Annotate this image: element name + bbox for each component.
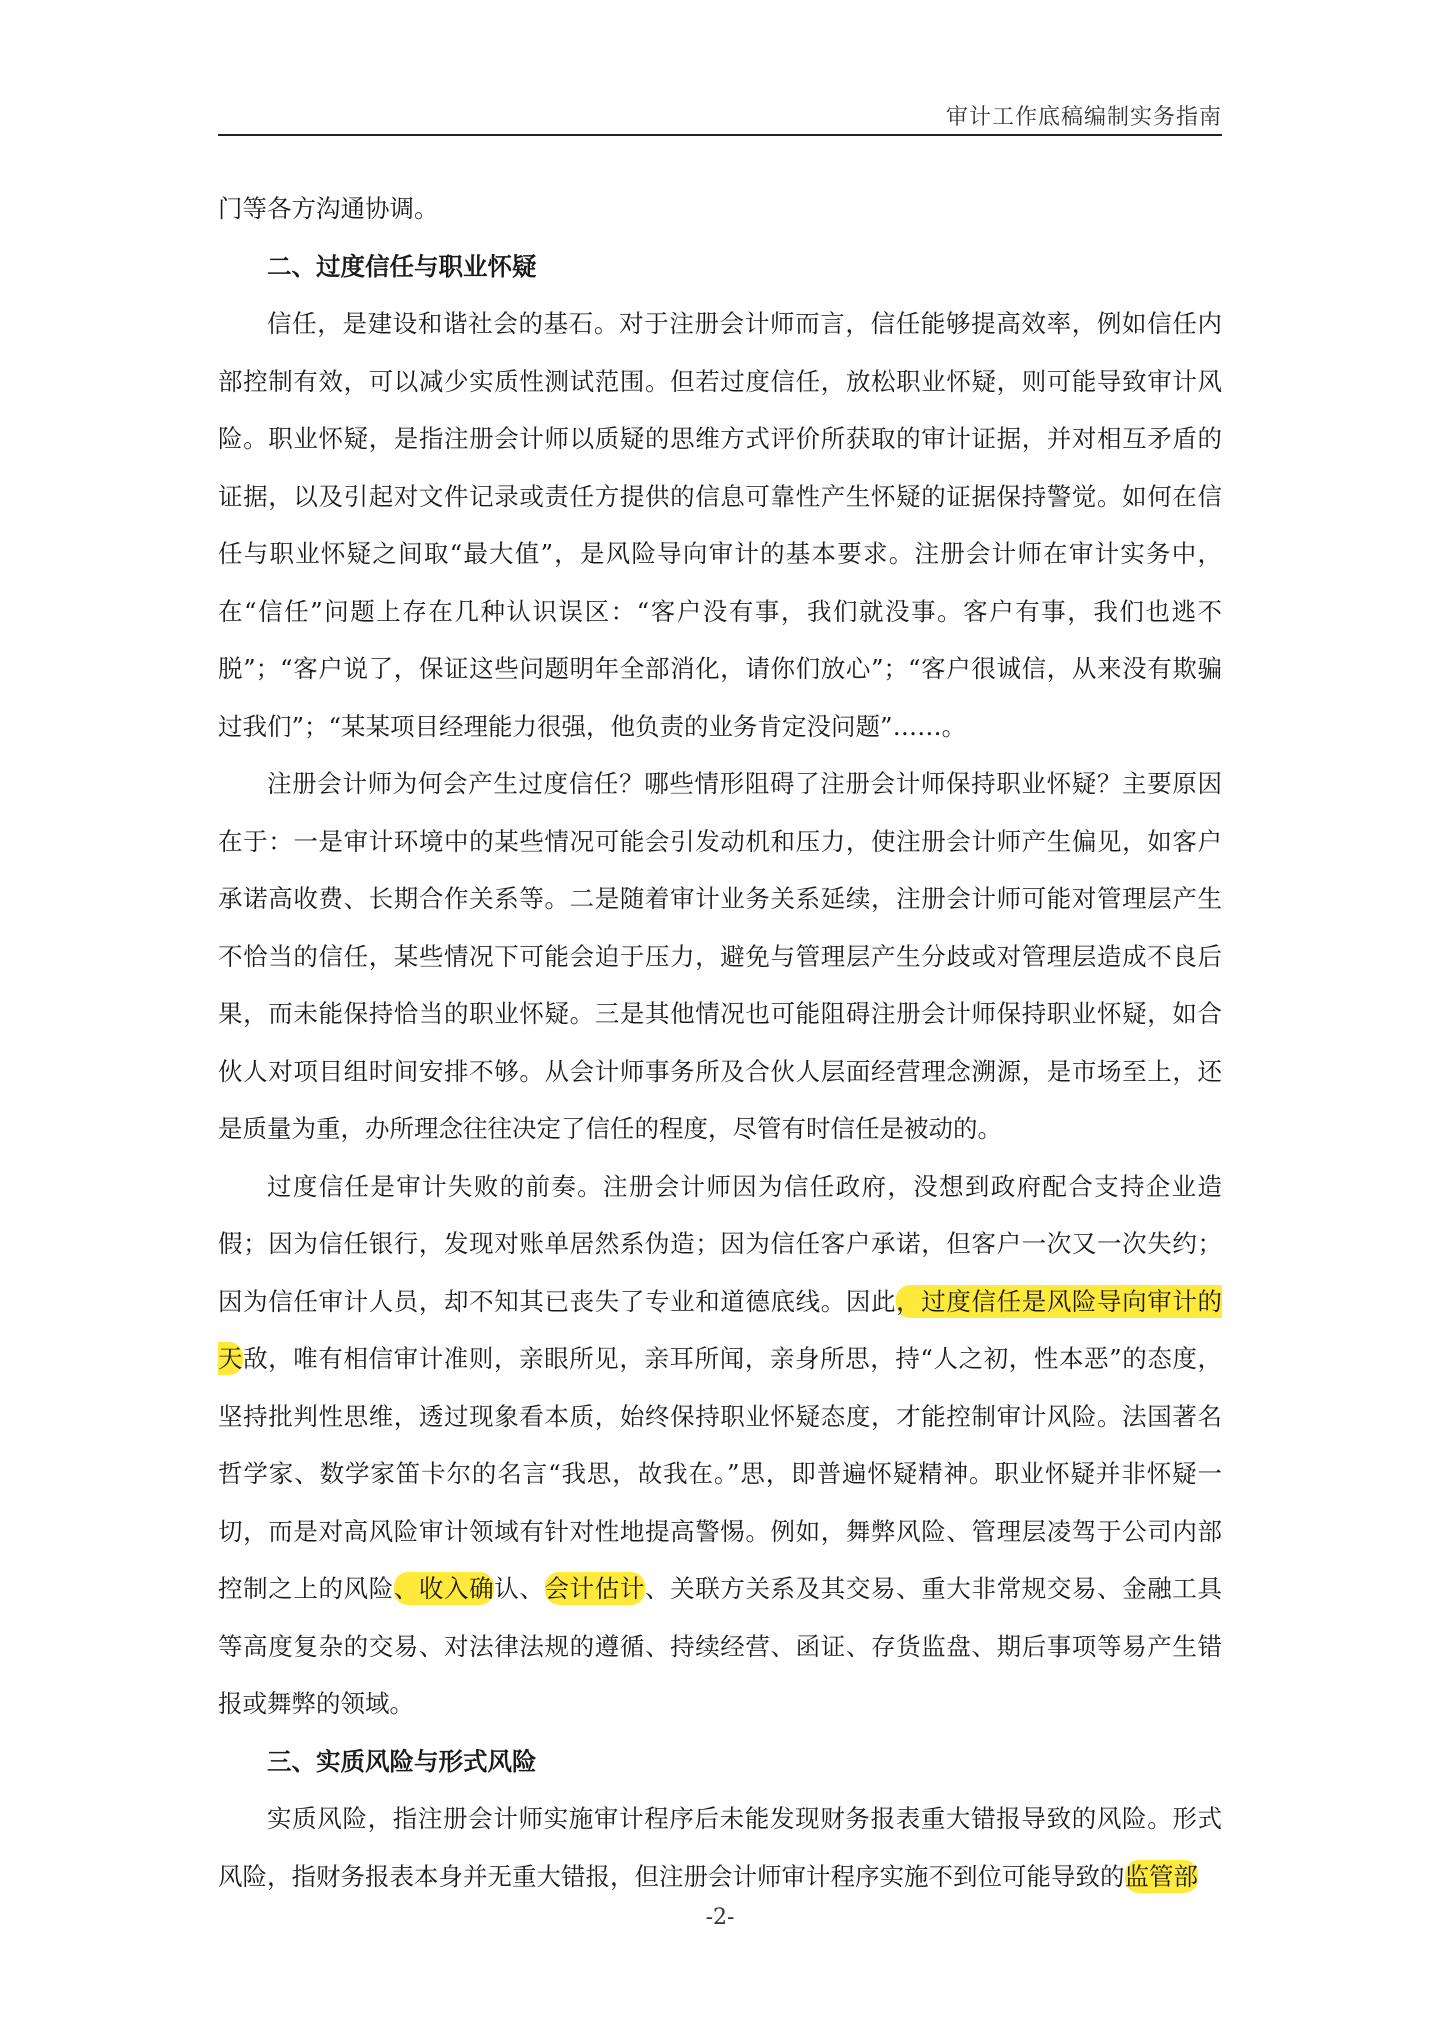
text-run: 认、 (494, 1574, 545, 1603)
highlighted-text: ，过度信任是风险导向审计的天 (218, 1286, 1223, 1373)
section-heading-2: 二、过度信任与职业怀疑 (267, 251, 537, 281)
text-run: 过度信任是审计失败的前奏。注册会计师因为信任政府，没想到政府配合支持企业造假；因为信任银行，发现对账单居然系伪造；因为信任客户承诺，但客户一次又一次失约；因为信任审计人员，却不知其已丧失了专业和道德底线。因此 (218, 1171, 1222, 1316)
paragraph-substantive-risk (218, 1790, 1222, 1905)
page-body (218, 180, 1222, 1905)
highlighted-text: 会计估计 (544, 1574, 645, 1603)
running-header: 审计工作底稿编制实务指南 (945, 105, 1222, 130)
page-number: -2- (705, 1905, 735, 1930)
paragraph-over-trust (218, 1158, 1222, 1733)
highlighted-text: 、收入确 (393, 1574, 495, 1603)
text-run: 实质风险，指注册会计师实施审计程序后未能发现财务报表重大错报导致的风险。形式风险，指财务报表本身并无重大错报，但注册会计师审计程序实施不到位可能导致的 (218, 1804, 1222, 1891)
section-heading-3: 三、实质风险与形式风险 (267, 1746, 537, 1776)
paragraph-trust: 信任，是建设和谐社会的基石。对于注册会计师而言，信任能够提高效率，例如信任内部控制有效，可以减少实质性测试范围。但若过度信任，放松职业怀疑，则可能导致审计风险。职业怀疑，是指注册会计师以质疑的思维方式评价所获取的审计证据，并对相互矛盾的证据，以及引起对文件记录或责任方提供的信息可靠性产生怀疑的证据保持警觉。如何在信任与职业怀疑之间取“最大值”，是风险导向审计的基本要求。注册会计师在审计实务中，在“信任”问题上存在几种认识误区：“客户没有事，我们就没事。客户有事，我们也逃不脱”；“客户说了，保证这些问题明年全部消化，请你们放心”；“客户很诚信，从来没有欺骗过我们”；“某某项目经理能力很强，他负责的业务肯定没问题”……。 (218, 309, 1222, 741)
text-run: 、关联方关系及其交易、重大非常规交易、金融工具等高度复杂的交易、对法律法规的遵循、持续经营、函证、存货监盘、期后事项等易产生错报或舞弊的领域。 (218, 1574, 1223, 1718)
highlighted-text: 监管部 (1124, 1861, 1198, 1891)
header-rule (218, 134, 1222, 136)
paragraph-continuation: 门等各方沟通协调。 (218, 194, 439, 223)
paragraph-causes: 注册会计师为何会产生过度信任？哪些情形阻碍了注册会计师保持职业怀疑？主要原因在于：一是审计环境中的某些情况可能会引发动机和压力，使注册会计师产生偏见，如客户承诺高收费、长期合作关系等。二是随着审计业务关系延续，注册会计师可能对管理层产生不恰当的信任，某些情况下可能会迫于压力，避免与管理层产生分歧或对管理层造成不良后果，而未能保持恰当的职业怀疑。三是其他情况也可能阻碍注册会计师保持职业怀疑，如合伙人对项目组时间安排不够。从会计师事务所及合伙人层面经营理念溯源，是市场至上，还是质量为重，办所理念往往决定了信任的程度，尽管有时信任是被动的。 (218, 769, 1222, 1143)
text-run: 敌，唯有相信审计准则，亲眼所见，亲耳所闻，亲身所思，持“人之初，性本恶”的态度，坚持批判性思维，透过现象看本质，始终保持职业怀疑态度，才能控制审计风险。法国著名哲学家、数学家笛卡尔的名言“我思，故我在。”思，即普遍怀疑精神。职业怀疑并非怀疑一切，而是对高风险审计领域有针对性地提高警惕。例如，舞弊风险、管理层凌驾于公司内部控制之上的风险 (218, 1344, 1223, 1603)
